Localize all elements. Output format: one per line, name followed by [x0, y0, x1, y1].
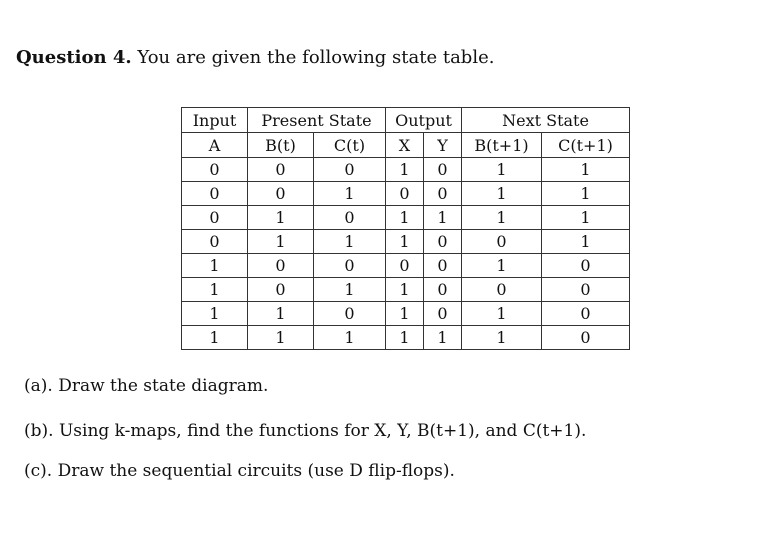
table-cell: 0	[248, 254, 314, 278]
table-cell: 1	[182, 302, 248, 326]
table-row	[182, 182, 630, 206]
group-header-output: Output	[386, 108, 462, 133]
table-cell: 0	[248, 278, 314, 302]
table-cell: 0	[248, 158, 314, 182]
table-cell: 0	[462, 278, 542, 302]
table-cell: 1	[462, 254, 542, 278]
table-cell: 0	[182, 206, 248, 230]
group-header-input: Input	[182, 108, 248, 133]
question-heading	[16, 47, 494, 68]
table-cell: 0	[542, 326, 630, 350]
column-header-c: C(t)	[314, 133, 386, 158]
part-a: (a). Draw the state diagram.	[24, 376, 269, 396]
part-b: (b). Using k-maps, find the functions for X, Y, B(t+1), and C(t+1).	[24, 421, 587, 441]
table-cell: 0	[424, 158, 462, 182]
table-cell: 0	[314, 254, 386, 278]
column-header-x: X	[386, 133, 424, 158]
table-cell: 0	[462, 230, 542, 254]
question-label: Question 4.	[16, 47, 132, 68]
table-cell: 0	[314, 302, 386, 326]
table-cell: 0	[248, 182, 314, 206]
state-table	[181, 107, 630, 350]
table-cell: 1	[248, 206, 314, 230]
table-cell: 0	[386, 182, 424, 206]
table-cell: 1	[386, 230, 424, 254]
table-cell: 1	[248, 326, 314, 350]
table-cell: 1	[424, 326, 462, 350]
table-cell: 0	[542, 302, 630, 326]
table-cell: 0	[314, 206, 386, 230]
table-cell: 0	[182, 182, 248, 206]
table-row	[182, 206, 630, 230]
group-header-next-state: Next State	[462, 108, 630, 133]
question-text: You are given the following state table.	[137, 47, 495, 68]
table-cell: 1	[462, 206, 542, 230]
column-header-b-next: B(t+1)	[462, 133, 542, 158]
table-cell: 1	[542, 206, 630, 230]
column-header-a: A	[182, 133, 248, 158]
table-cell: 1	[542, 182, 630, 206]
part-c: (c). Draw the sequential circuits (use D flip-flops).	[24, 461, 455, 481]
table-cell: 1	[314, 278, 386, 302]
table-body	[182, 158, 630, 350]
table-cell: 1	[542, 230, 630, 254]
table-cell: 1	[182, 326, 248, 350]
group-header-row	[182, 108, 630, 133]
table-cell: 1	[386, 326, 424, 350]
table-row	[182, 254, 630, 278]
column-header-c-next: C(t+1)	[542, 133, 630, 158]
table-cell: 1	[182, 254, 248, 278]
table-cell: 0	[424, 254, 462, 278]
table-cell: 1	[462, 302, 542, 326]
table-cell: 0	[314, 158, 386, 182]
table-cell: 0	[386, 254, 424, 278]
table-row	[182, 158, 630, 182]
table-cell: 0	[182, 230, 248, 254]
table-cell: 1	[248, 230, 314, 254]
table-cell: 0	[424, 230, 462, 254]
table-cell: 0	[182, 158, 248, 182]
table-row	[182, 302, 630, 326]
table-cell: 1	[386, 302, 424, 326]
column-header-b: B(t)	[248, 133, 314, 158]
table-cell: 0	[424, 182, 462, 206]
table-row	[182, 230, 630, 254]
table-cell: 1	[248, 302, 314, 326]
table-cell: 1	[314, 182, 386, 206]
table-cell: 1	[314, 230, 386, 254]
table-cell: 0	[542, 278, 630, 302]
table-cell: 1	[314, 326, 386, 350]
table-cell: 1	[424, 206, 462, 230]
table-row	[182, 278, 630, 302]
column-header-row	[182, 133, 630, 158]
group-header-present-state: Present State	[248, 108, 386, 133]
table-row	[182, 326, 630, 350]
table-cell: 1	[386, 158, 424, 182]
table-cell: 1	[386, 278, 424, 302]
table-cell: 0	[424, 302, 462, 326]
table-cell: 1	[182, 278, 248, 302]
table-cell: 0	[424, 278, 462, 302]
table-cell: 1	[542, 158, 630, 182]
table-cell: 0	[542, 254, 630, 278]
table-cell: 1	[462, 158, 542, 182]
table-cell: 1	[386, 206, 424, 230]
column-header-y: Y	[424, 133, 462, 158]
table-cell: 1	[462, 182, 542, 206]
table-cell: 1	[462, 326, 542, 350]
